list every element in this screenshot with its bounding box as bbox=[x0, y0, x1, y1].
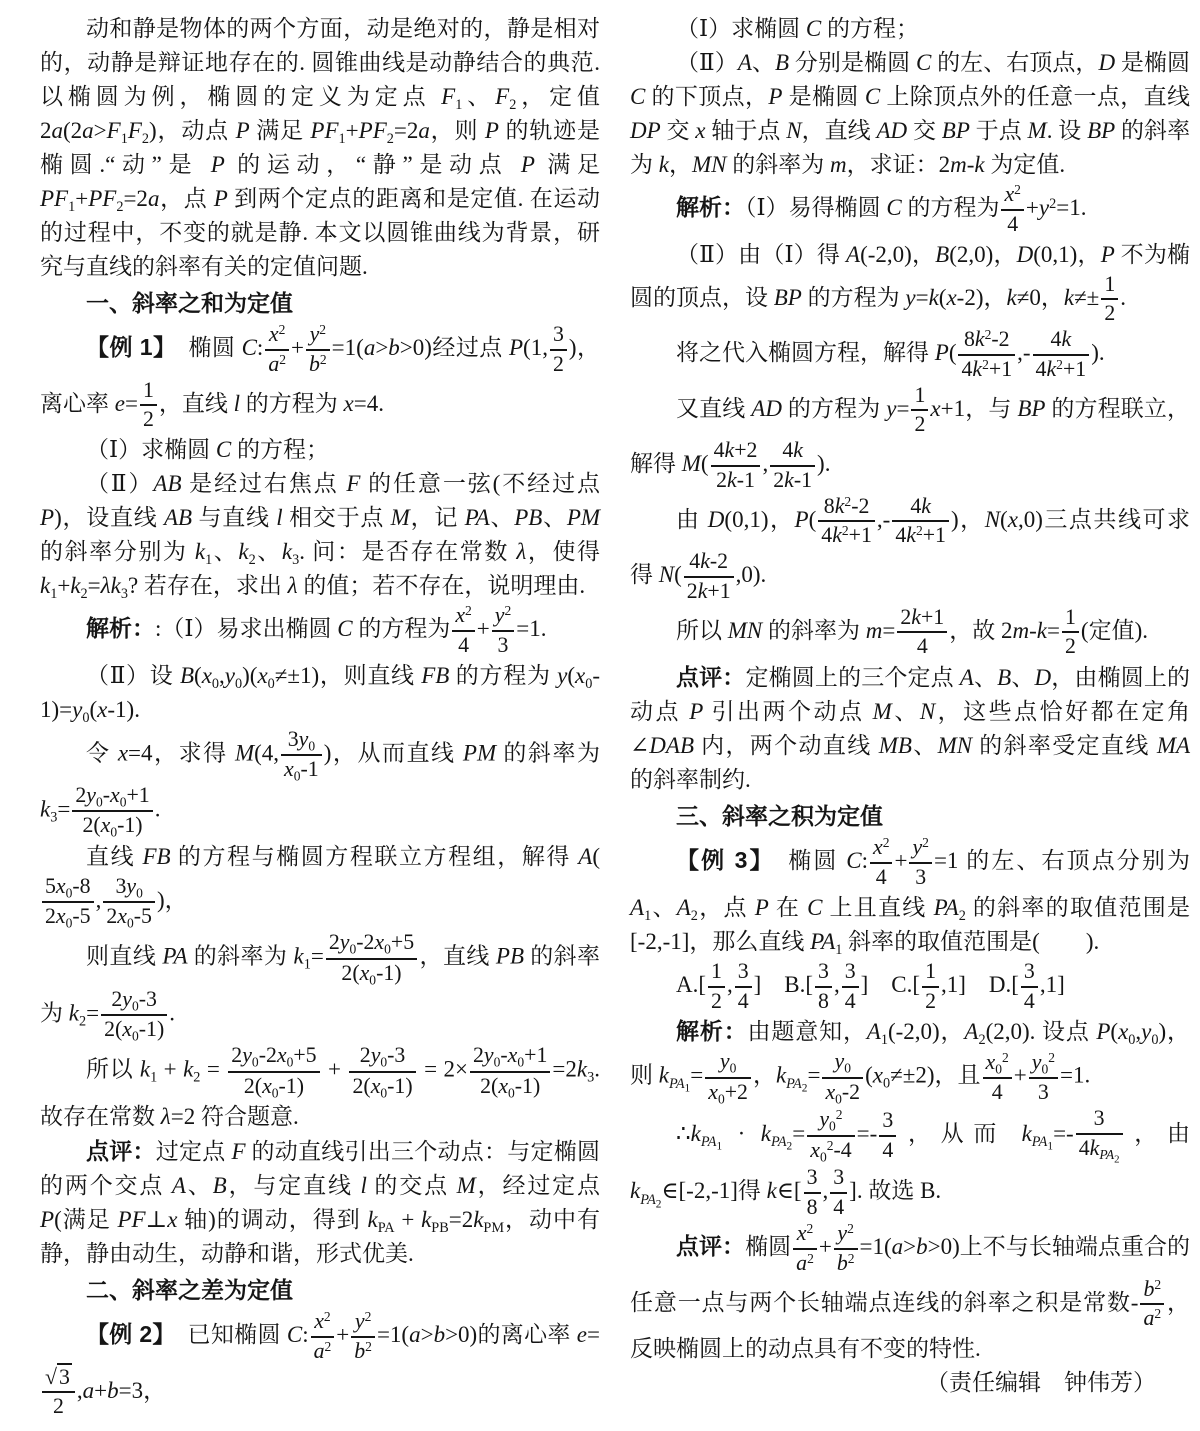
fraction: $\frac{3}{8}$ bbox=[815, 959, 832, 1015]
solution-1-step4: 直线 FB 的方程与椭圆方程联立方程组，解得 A( $\frac{5x_0-8}{2x_0-5}$ , $\frac{3y_0}{2x_0-5}$ )， bbox=[40, 840, 600, 931]
fraction: $\frac{3}{4}$ bbox=[842, 959, 859, 1015]
fraction: $\frac{y^2}{b^2}$ bbox=[834, 1221, 858, 1277]
solution-3-step1: 解析：由题意知，$A_1(-2,0)$，$A_2(2,0)$. 设点 $P(x_0,y_0)$，则 $k_{PA_1}=$ $\frac{y_0}{x_0+2}$ ，$k_{PA_2}=$ $\frac{y_0}{x_0-2}$ $(x_0\ne\pm 2)$，且 $\frac{x_0^2}{4}$ + $\frac{y_0^2}{3}$ =1. bbox=[630, 1018, 1191, 1107]
solution-3-step2: $\therefore k_{PA_1} \cdot k_{PA_2}=$ $\frac{y_0^2}{x_0^2-4}$ =- $\frac{3}{4}$ ，从而 $k_{PA_1}=-$ $\frac{3}{4k_{PA_2}}$ ，由 $k_{PA_2}\in[-2,-1]$得 k∈[ $\frac{3}{8}$ , $\frac{3}{4}$ ]. 故选 B. bbox=[630, 1105, 1190, 1220]
intro-paragraph: 动和静是物体的两个方面，动是绝对的，静是相对的，动静是辩证地存在的. 圆锥曲线是动静结合的典范. 以椭圆为例，椭圆的定义为定点 $F_1$、$F_2$，定值 $2a(2a>F_1F_2)$，动点 P 满足 $PF_1+PF_2=2a$，则 P 的轨迹是椭圆.“动”是 P 的运动，“静”是动点 P 满足 $PF_1+PF_2=2a$，点 P 到两个定点的距离和是定值. 在运动的过程中，不变的就是静. 本文以圆锥曲线为背景，研究与直线的斜率有关的定值问题. bbox=[40, 16, 601, 279]
example-3-options: A.[ $\frac{1}{2}$ , $\frac{3}{4}$ ] B.[ $\frac{3}{8}$ , $\frac{3}{4}$ ] C.[ $\frac{1}{2}$ ,1] D.[ $\frac{3}{4}$ ,1] bbox=[676, 958, 1065, 1013]
fraction: $\frac{x^2}{4}$ bbox=[452, 603, 474, 659]
fraction: $\frac{2y_0-3}{2(x_0-1)}$ bbox=[349, 1043, 415, 1100]
sqrt-radical: √3 bbox=[45, 1364, 70, 1389]
section-3-heading: 三、斜率之积为定值 bbox=[676, 803, 883, 830]
fraction: $\frac{1}{2}$ bbox=[922, 959, 939, 1015]
fraction: $\frac{4k}{2k-1}$ bbox=[770, 438, 815, 494]
fraction: $\frac{4k}{4k^2+1}$ bbox=[1033, 327, 1090, 383]
fraction: $\frac{x^2}{4}$ bbox=[870, 835, 892, 891]
fraction: $\frac{y_0}{x_0+2}$ bbox=[705, 1049, 751, 1106]
fraction: $\frac{y^2}{3}$ bbox=[492, 603, 514, 659]
fraction: $\frac{x^2}{a^2}$ bbox=[265, 322, 289, 378]
fraction: $\frac{3}{4}$ bbox=[735, 959, 752, 1015]
editor-credit: （责任编辑 钟伟芳） bbox=[926, 1370, 1156, 1396]
fraction: $\frac{4k}{4k^2+1}$ bbox=[892, 494, 949, 550]
solution-1-step2: （Ⅱ）设 $B(x_0,y_0)(x_0\ne\pm 1)$，则直线 FB 的方程为 $y(x_0-1)=y_0(x-1)$. bbox=[40, 662, 601, 726]
example-2-part1: （Ⅰ）求椭圆 C 的方程； bbox=[676, 16, 919, 41]
fraction: $\frac{1}{2}$ bbox=[1101, 272, 1118, 328]
fraction: $\frac{b^2}{a^2}$ bbox=[1140, 1277, 1164, 1333]
fraction: $\frac{3}{2}$ bbox=[550, 322, 567, 378]
example-1-part1: （Ⅰ）求椭圆 C 的方程； bbox=[86, 437, 329, 463]
fraction: $\frac{y^2}{b^2}$ bbox=[306, 322, 330, 378]
fraction: $\frac{x^2}{4}$ bbox=[1001, 182, 1023, 238]
solution-2-step1: 解析：（Ⅰ）易得椭圆 C 的方程为 $\frac{x^2}{4}$ $+y^2=1$. bbox=[676, 182, 1087, 236]
solution-1-step3: 令 x=4，求得 M(4, $\frac{3y_0}{x_0-1}$ )，从而直线 PM 的斜率为 $k_3=$ $\frac{2y_0-x_0+1}{2(x_0-1)}$ . bbox=[40, 726, 601, 841]
solution-1-step5: 则直线 PA 的斜率为 $k_1=$ $\frac{2y_0-2x_0+5}{2(x_0-1)}$ ，直线 PB 的斜率为 $k_2=$ $\frac{2y_0-3}{2(x_0-1)}$ . bbox=[40, 930, 601, 1044]
fraction: $\frac{2k+1}{4}$ bbox=[897, 605, 947, 661]
fraction: $\frac{x_0^2}{4}$ bbox=[983, 1050, 1012, 1106]
solution-1-step6: 所以 $k_1 + k_2$ = $\frac{2y_0-2x_0+5}{2(x_0-1)}$ + $\frac{2y_0-3}{2(x_0-1)}$ = 2× $\frac{2y_0-x_0+1}{2(x_0-1)}$ $=2k_3$. 故存在常数 λ=2 符合题意. bbox=[40, 1043, 600, 1129]
fraction: $\frac{3}{4k_{PA_2}}$ bbox=[1076, 1106, 1123, 1166]
fraction: $\frac{2y_0-3}{2(x_0-1)}$ bbox=[101, 987, 167, 1044]
example-1-statement: 【例 1】 椭圆 C: $\frac{x^2}{a^2}$ + $\frac{y^2}{b^2}$ =1(a>b>0)经过点 P(1, $\frac{3}{2}$ )，离心率 e= $\frac{1}{2}$ ，直线 l 的方程为 x=4. bbox=[40, 322, 601, 432]
fraction: $\frac{3y_0}{x_0-1}$ bbox=[281, 727, 322, 784]
fraction: $\frac{x^2}{a^2}$ bbox=[793, 1221, 817, 1277]
solution-2-step4: 又直线 AD 的方程为 y= $\frac{1}{2}$ x+1，与 BP 的方程联立，解得 M( $\frac{4k+2}{2k-1}$ , $\frac{4k}{2k-1}$ ). bbox=[630, 382, 1190, 492]
fraction: $\frac{y_0}{x_0-2}$ bbox=[822, 1049, 863, 1106]
fraction: $\frac{4k-2}{2k+1}$ bbox=[684, 549, 734, 605]
fraction: $\frac{1}{2}$ bbox=[708, 959, 725, 1015]
fraction: $\frac{y_0^2}{3}$ bbox=[1029, 1050, 1058, 1106]
fraction: $\frac{3}{4}$ bbox=[1021, 959, 1038, 1015]
fraction: $\frac{4k+2}{2k-1}$ bbox=[711, 438, 761, 494]
comment-1: 点评：过定点 F 的动直线引出三个动点：与定椭圆的两个交点 A、B，与定直线 l 的交点 M，经过定点 P(满足 PF⊥x 轴)的调动，得到 $k_{PA} + k_{PB}=2k_{PM}$，动中有静，静由动生，动静和谐，形式优美. bbox=[40, 1137, 601, 1266]
fraction: $\frac{2y_0-2x_0+5}{2(x_0-1)}$ bbox=[228, 1043, 319, 1100]
fraction: $\frac{x^2}{a^2}$ bbox=[311, 1309, 335, 1365]
solution-2-step2: （Ⅱ）由（Ⅰ）得 A(-2,0)，B(2,0)，D(0,1)，P 不为椭圆的顶点，设 BP 的方程为 y=k(x-2)，k≠0，k≠± $\frac{1}{2}$ . bbox=[630, 241, 1191, 326]
fraction: $\frac{2y_0-x_0+1}{2(x_0-1)}$ bbox=[470, 1043, 550, 1100]
fraction: $\frac{1}{2}$ bbox=[911, 383, 928, 439]
comment-2: 点评：定椭圆上的三个定点 A、B、D，由椭圆上的动点 P 引出两个动点 M、N，这些点恰好都在定角∠DAB 内，两个动直线 MB、MN 的斜率受定直线 MA 的斜率制约. bbox=[630, 664, 1191, 793]
solution-2-step6: 所以 MN 的斜率为 m= $\frac{2k+1}{4}$ ，故 2m-k= $\frac{1}{2}$ (定值). bbox=[676, 604, 1148, 659]
solution-1-step1: 解析：:（Ⅰ）易求出椭圆 C 的方程为 $\frac{x^2}{4}$ + $\frac{y^2}{3}$ =1. bbox=[86, 603, 547, 657]
fraction: $\frac{1}{2}$ bbox=[1062, 605, 1079, 661]
fraction: $\frac{2y_0-2x_0+5}{2(x_0-1)}$ bbox=[326, 930, 417, 987]
example-1-part2: （Ⅱ）AB 是经过右焦点 F 的任意一弦(不经过点 P)，设直线 AB 与直线 l 相交于点 M，记 PA、PB、PM 的斜率分别为 $k_1$、$k_2$、$k_3$. 问：是否存在常数 λ，使得 $k_1+k_2=\lambda k_3$? 若存在，求出 λ 的值；若不存在，说明理由. bbox=[40, 471, 601, 603]
right-column bbox=[630, 12, 1190, 1431]
example-2-part2: （Ⅱ）A、B 分别是椭圆 C 的左、右顶点，D 是椭圆 C 的下顶点，P 是椭圆 C 上除顶点外的任意一点，直线 DP 交 x 轴于点 N，直线 AD 交 BP 于点 M. 设 BP 的斜率为 k，MN 的斜率为 m，求证：2m-k 为定值. bbox=[630, 50, 1191, 177]
left-column bbox=[40, 12, 600, 1431]
fraction: $\frac{3y_0}{2x_0-5}$ bbox=[103, 874, 155, 931]
example-2-statement: 【例 2】 已知椭圆 C: $\frac{x^2}{a^2}$ + $\frac{y^2}{b^2}$ =1(a>b>0)的离心率 e= $\frac{√3}{2}$ ,a+b=3， bbox=[40, 1309, 600, 1420]
fraction: $\frac{8k^2-2}{4k^2+1}$ bbox=[818, 494, 875, 550]
fraction: $\frac{1}{2}$ bbox=[140, 378, 157, 434]
fraction: $\frac{2y_0-x_0+1}{2(x_0-1)}$ bbox=[72, 783, 152, 840]
fraction: $\frac{5x_0-8}{2x_0-5}$ bbox=[42, 874, 94, 931]
fraction: $\frac{3}{4}$ bbox=[830, 1165, 847, 1221]
fraction: $\frac{y^2}{3}$ bbox=[909, 835, 931, 891]
fraction: $\frac{y_0^2}{x_0^2-4}$ bbox=[807, 1107, 854, 1164]
fraction: $\frac{3}{8}$ bbox=[804, 1165, 821, 1221]
section-1-heading: 一、斜率之和为定值 bbox=[86, 290, 293, 316]
solution-2-step5: 由 D(0,1)，P( $\frac{8k^2-2}{4k^2+1}$ ,- $\frac{4k}{4k^2+1}$ )，N(x,0)三点共线可求得 N( $\frac{4k-2}{2k+1}$ ,0). bbox=[630, 493, 1190, 603]
fraction: $\frac{8k^2-2}{4k^2+1}$ bbox=[958, 327, 1015, 383]
fraction: $\frac{y^2}{b^2}$ bbox=[351, 1309, 375, 1365]
section-2-heading: 二、斜率之差为定值 bbox=[86, 1276, 293, 1303]
fraction: $\frac{√3}{2}$ bbox=[42, 1365, 75, 1421]
example-3-statement: 【例 3】 椭圆 C: $\frac{x^2}{4}$ + $\frac{y^2}{3}$ =1 的左、右顶点分别为 $A_1$、$A_2$，点 P 在 C 上且直线 $PA_2$ 的斜率的取值范围是[-2,-1]，那么直线 $PA_1$ 斜率的取值范围是( ). bbox=[630, 835, 1191, 958]
fraction: $\frac{3}{4}$ bbox=[879, 1108, 896, 1164]
comment-3: 点评：椭圆 $\frac{x^2}{a^2}$ + $\frac{y^2}{b^2}$ =1(a>b>0)上不与长轴端点重合的任意一点与两个长轴端点连线的斜率之积是常数- $\frac{b^2}{a^2}$ ，反映椭圆上的动点具有不变的特性. bbox=[630, 1221, 1191, 1362]
solution-2-step3: 将之代入椭圆方程，解得 P( $\frac{8k^2-2}{4k^2+1}$ ,- $\frac{4k}{4k^2+1}$ ). bbox=[676, 327, 1105, 381]
